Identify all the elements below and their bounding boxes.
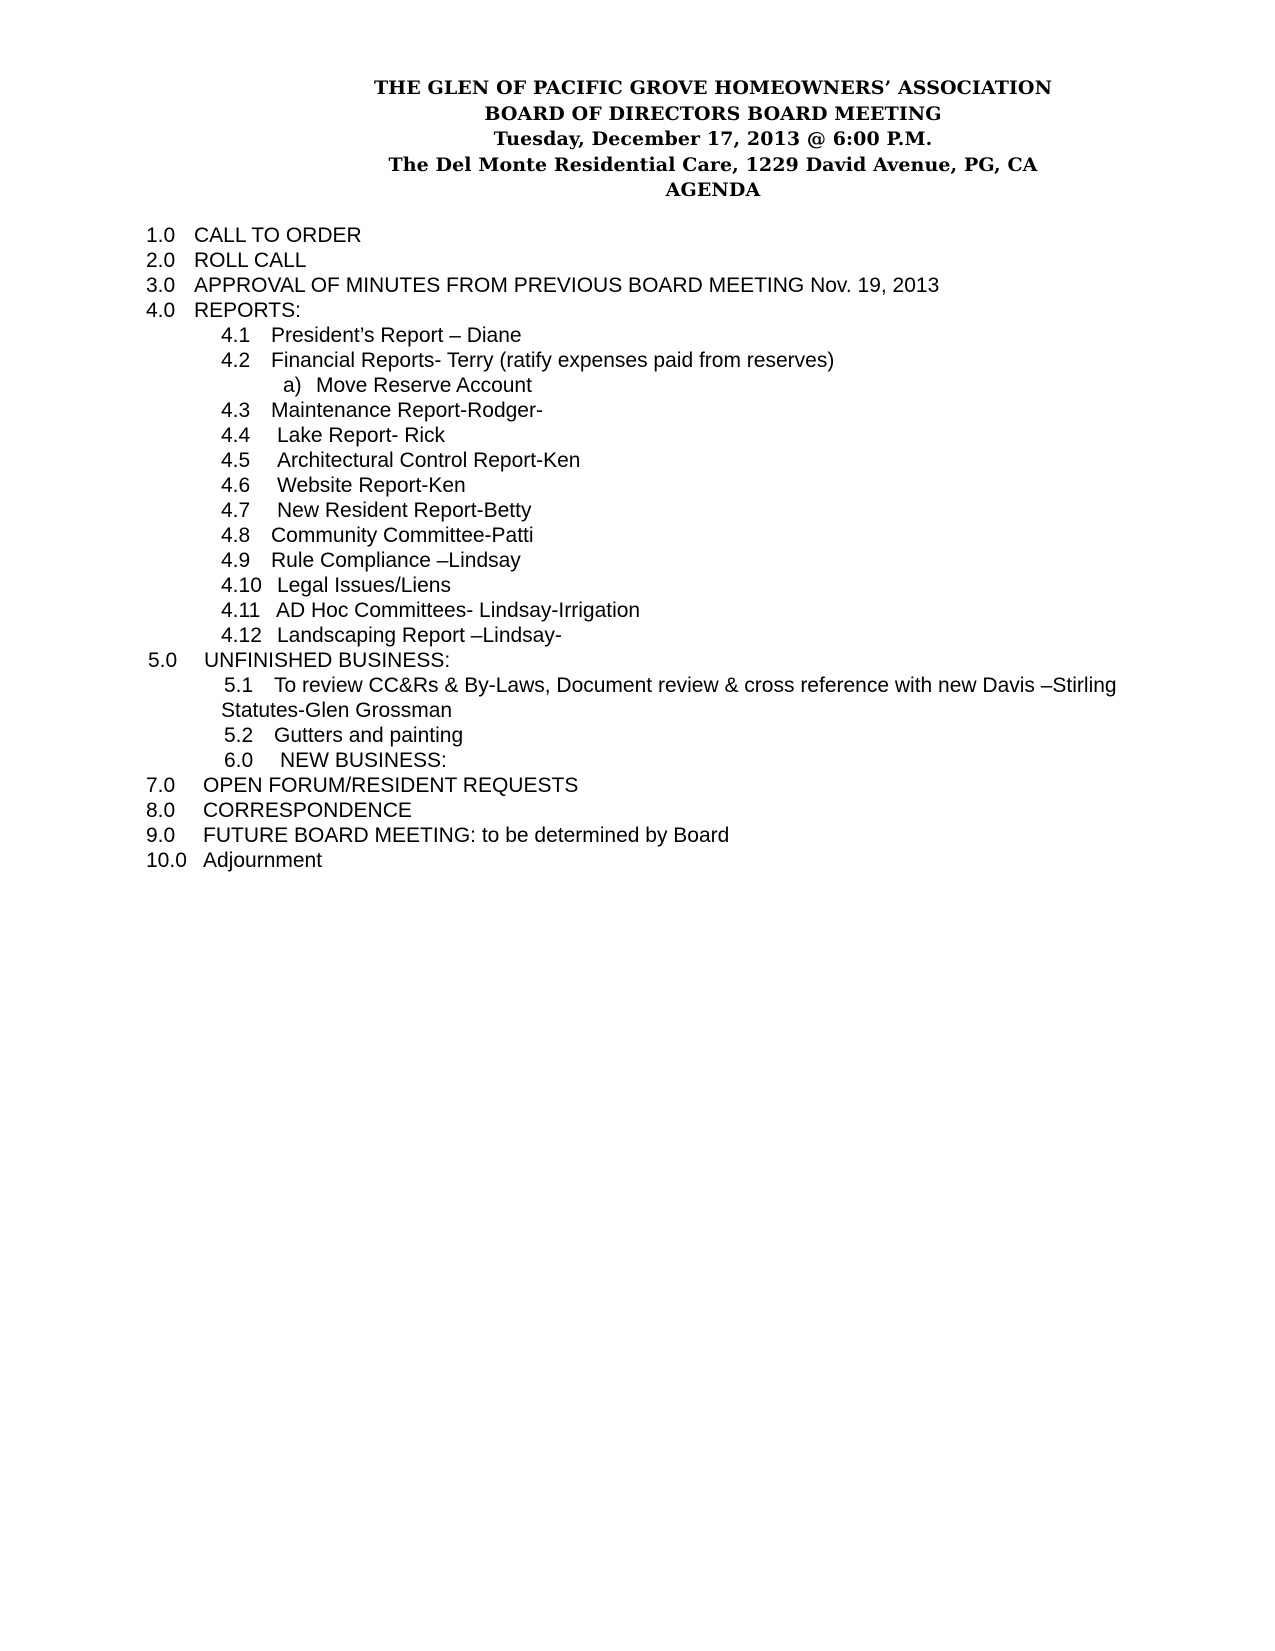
item-number: 4.3 bbox=[221, 399, 251, 422]
item-number: 4.10 bbox=[221, 574, 262, 597]
item-text: Architectural Control Report-Ken bbox=[277, 449, 581, 472]
item-number: 10.0 bbox=[146, 849, 187, 872]
item-text: UNFINISHED BUSINESS: bbox=[204, 649, 451, 672]
item-number: 4.6 bbox=[221, 474, 251, 497]
item-number: 6.0 bbox=[224, 749, 254, 772]
item-text: Landscaping Report –Lindsay- bbox=[277, 624, 562, 647]
item-number: 4.11 bbox=[221, 599, 261, 622]
item-text: Statutes-Glen Grossman bbox=[221, 699, 453, 722]
item-text: Lake Report- Rick bbox=[277, 424, 446, 447]
item-text: APPROVAL OF MINUTES FROM PREVIOUS BOARD MEETING Nov. 19, 2013 bbox=[194, 274, 940, 297]
item-text: New Resident Report-Betty bbox=[277, 499, 532, 522]
item-number: 4.0 bbox=[146, 299, 176, 322]
item-number: 4.9 bbox=[221, 549, 251, 572]
item-number: 1.0 bbox=[146, 224, 176, 247]
item-text: CALL TO ORDER bbox=[194, 224, 362, 247]
item-text: NEW BUSINESS: bbox=[280, 749, 447, 772]
agenda-heading: AGENDA bbox=[665, 179, 761, 201]
item-number: 4.8 bbox=[221, 524, 251, 547]
item-text: Maintenance Report-Rodger- bbox=[271, 399, 543, 422]
meeting-location: The Del Monte Residential Care, 1229 David Avenue, PG, CA bbox=[388, 153, 1038, 176]
item-text: Legal Issues/Liens bbox=[277, 574, 451, 597]
meeting-date: Tuesday, December 17, 2013 @ 6:00 P.M. bbox=[493, 128, 933, 150]
item-text: REPORTS: bbox=[194, 299, 301, 322]
item-number: a) bbox=[283, 374, 302, 397]
item-text: Rule Compliance –Lindsay bbox=[271, 549, 521, 572]
item-text: Community Committee-Patti bbox=[271, 524, 534, 547]
item-text: OPEN FORUM/RESIDENT REQUESTS bbox=[203, 774, 579, 797]
item-number: 3.0 bbox=[146, 274, 176, 297]
item-number: 5.0 bbox=[148, 649, 178, 672]
item-text: Adjournment bbox=[203, 849, 323, 872]
item-number: 9.0 bbox=[146, 824, 176, 847]
item-text: Gutters and painting bbox=[274, 724, 464, 747]
item-number: 4.1 bbox=[221, 324, 251, 347]
item-text: President’s Report – Diane bbox=[271, 324, 522, 347]
item-number: 5.1 bbox=[224, 674, 254, 697]
item-number: 8.0 bbox=[146, 799, 176, 822]
association-name: THE GLEN OF PACIFIC GROVE HOMEOWNERS’ ASSOCIATION bbox=[373, 77, 1053, 99]
item-number: 2.0 bbox=[146, 249, 176, 272]
meeting-title: BOARD OF DIRECTORS BOARD MEETING bbox=[484, 102, 942, 125]
item-text: CORRESPONDENCE bbox=[203, 799, 412, 822]
item-number: 4.4 bbox=[221, 424, 251, 447]
item-number: 7.0 bbox=[146, 774, 176, 797]
item-text: To review CC&Rs & By-Laws, Document review & cross reference with new Davis –Stirling bbox=[274, 674, 1117, 697]
item-text: FUTURE BOARD MEETING: to be determined by Board bbox=[203, 824, 730, 847]
item-text: Financial Reports- Terry (ratify expenses paid from reserves) bbox=[271, 349, 835, 372]
item-number: 4.7 bbox=[221, 499, 251, 522]
item-number: 4.5 bbox=[221, 449, 251, 472]
item-text: ROLL CALL bbox=[194, 249, 307, 272]
item-number: 5.2 bbox=[224, 724, 254, 747]
item-text: Move Reserve Account bbox=[316, 374, 532, 397]
item-text: AD Hoc Committees- Lindsay-Irrigation bbox=[276, 599, 641, 622]
item-number: 4.12 bbox=[221, 624, 262, 647]
item-text: Website Report-Ken bbox=[277, 474, 466, 497]
item-number: 4.2 bbox=[221, 349, 251, 372]
